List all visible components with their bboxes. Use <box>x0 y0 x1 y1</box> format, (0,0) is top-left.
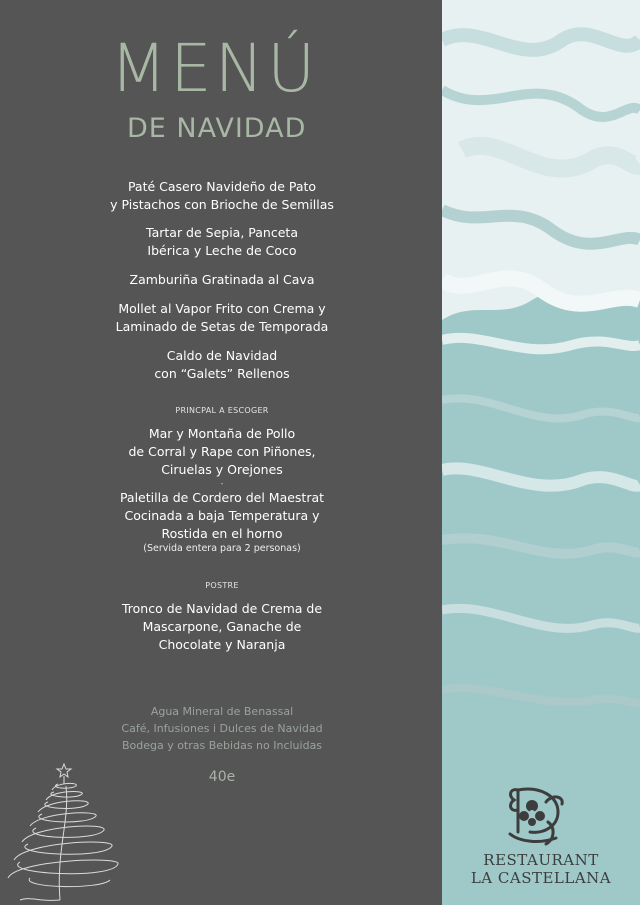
option-separator: - <box>220 479 224 488</box>
main-course-heading: PRINCPAL A ESCOGER <box>175 406 269 415</box>
marble-texture <box>442 0 640 905</box>
dessert-dish: Tronco de Navidad de Crema de Mascarpone, Ganache de Chocolate y Naranja <box>121 601 323 652</box>
christmas-tree-icon <box>0 760 140 905</box>
dessert-heading: POSTRE <box>205 581 239 590</box>
main-option-1: Mar y Montaña de Pollo de Corral y Rape con Piñones, Ciruelas y Orejones <box>128 426 316 477</box>
included-extras: Agua Mineral de Benassal Café, Infusiones i Dulces de Navidad Bodega y otras Bebidas no Incluidas <box>121 705 323 752</box>
starter-dish: Mollet al Vapor Frito con Crema y Laminado de Setas de Temporada <box>115 301 329 334</box>
menu-title: MENÚ <box>110 30 319 107</box>
serving-note: (Servida entera para 2 personas) <box>143 543 301 554</box>
restaurant-name-line2: LA CASTELLANA <box>470 869 612 887</box>
menu-subtitle: DE NAVIDAD <box>127 113 307 144</box>
marble-panel <box>442 0 640 905</box>
restaurant-name-line1: RESTAURANT <box>483 851 599 869</box>
main-option-2: Paletilla de Cordero del Maestrat Cocinada a baja Temperatura y Rostida en el horno <box>119 490 325 541</box>
menu-price: 40e <box>208 769 236 785</box>
starter-dish: Paté Casero Navideño de Pato y Pistachos con Brioche de Semillas <box>110 179 334 212</box>
restaurant-monogram-logo <box>500 782 572 852</box>
starter-dish: Zamburiña Gratinada al Cava <box>129 272 315 287</box>
starter-dish: Caldo de Navidad con “Galets” Rellenos <box>154 348 290 381</box>
starter-dish: Tartar de Sepia, Panceta Ibérica y Leche de Coco <box>146 225 298 258</box>
